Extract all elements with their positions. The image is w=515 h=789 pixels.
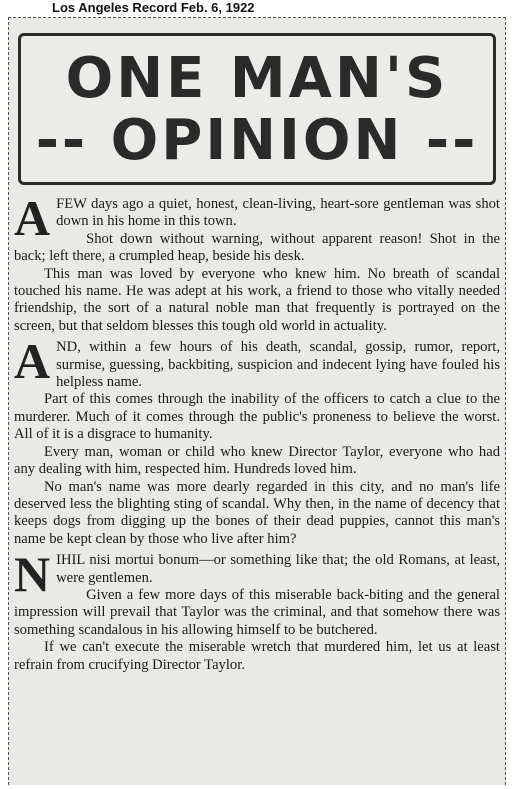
masthead-title: ONE MAN'S (65, 46, 449, 111)
article-body (14, 190, 500, 678)
drop-cap: N (14, 546, 51, 603)
section-lead (14, 190, 500, 246)
article-section-2 (14, 333, 500, 548)
paragraph: If we can't execute the miserable wretch that murdered him, let us at least refrain from crucifying Director Taylor. (14, 639, 500, 673)
drop-cap: A (14, 333, 51, 390)
section-lead (14, 546, 500, 603)
paragraph: No man's name was more dearly regarded in this city, and no man's life deserved less the blighting sting of scandal. Why then, in the name of decency that keeps dogs from digging up the bones of their dead puppies, cannot this man's name be kept clean by those who live after him? (14, 478, 500, 547)
paragraph: Given a few more days of this miserable back-biting and the general impression will prevail that Taylor was the criminal, and that somehow there was something scandalous in his allowing himself to be butchered. (14, 586, 500, 638)
section-lead (14, 333, 500, 391)
drop-cap: A (14, 190, 51, 246)
paragraph: Shot down without warning, without apparent reason! Shot in the back; left there, a crumpled heap, beside his desk. (14, 230, 500, 265)
paragraph: Part of this comes through the inability of the officers to catch a clue to the murderer. Much of it comes through the public's proneness to believe the worst. All of it is a disgrace to humanity. (14, 391, 500, 443)
article-section-1 (14, 190, 500, 335)
source-caption: Los Angeles Record Feb. 6, 1922 (52, 0, 255, 15)
paragraph: This man was loved by everyone who knew him. No breath of scandal touched his name. He was adept at his work, a friend to those who vitally needed friendship, the sort of a natural noble man that frequently is portrayed on the screen, but that seldom blesses this tough old world in actuality. (14, 265, 500, 334)
paragraph: Every man, woman or child who knew Director Taylor, everyone who had any dealing with him, respected him. Hundreds loved him. (14, 443, 500, 478)
lead-text: ND, within a few hours of his death, scandal, gossip, rumor, report, surmise, guessing, backbiting, suspicion and indecent lying have fouled his helpless name. (56, 339, 500, 391)
column-masthead (18, 33, 496, 185)
lead-text: IHIL nisi mortui bonum—or something like that; the old Romans, at least, were gentlemen. (56, 552, 500, 586)
lead-text: FEW days ago a quiet, honest, clean-living, heart-sore gentleman was shot down in his home in this town. (56, 196, 500, 230)
article-section-3 (14, 546, 500, 674)
masthead-subtitle: -- OPINION -- (35, 108, 479, 173)
